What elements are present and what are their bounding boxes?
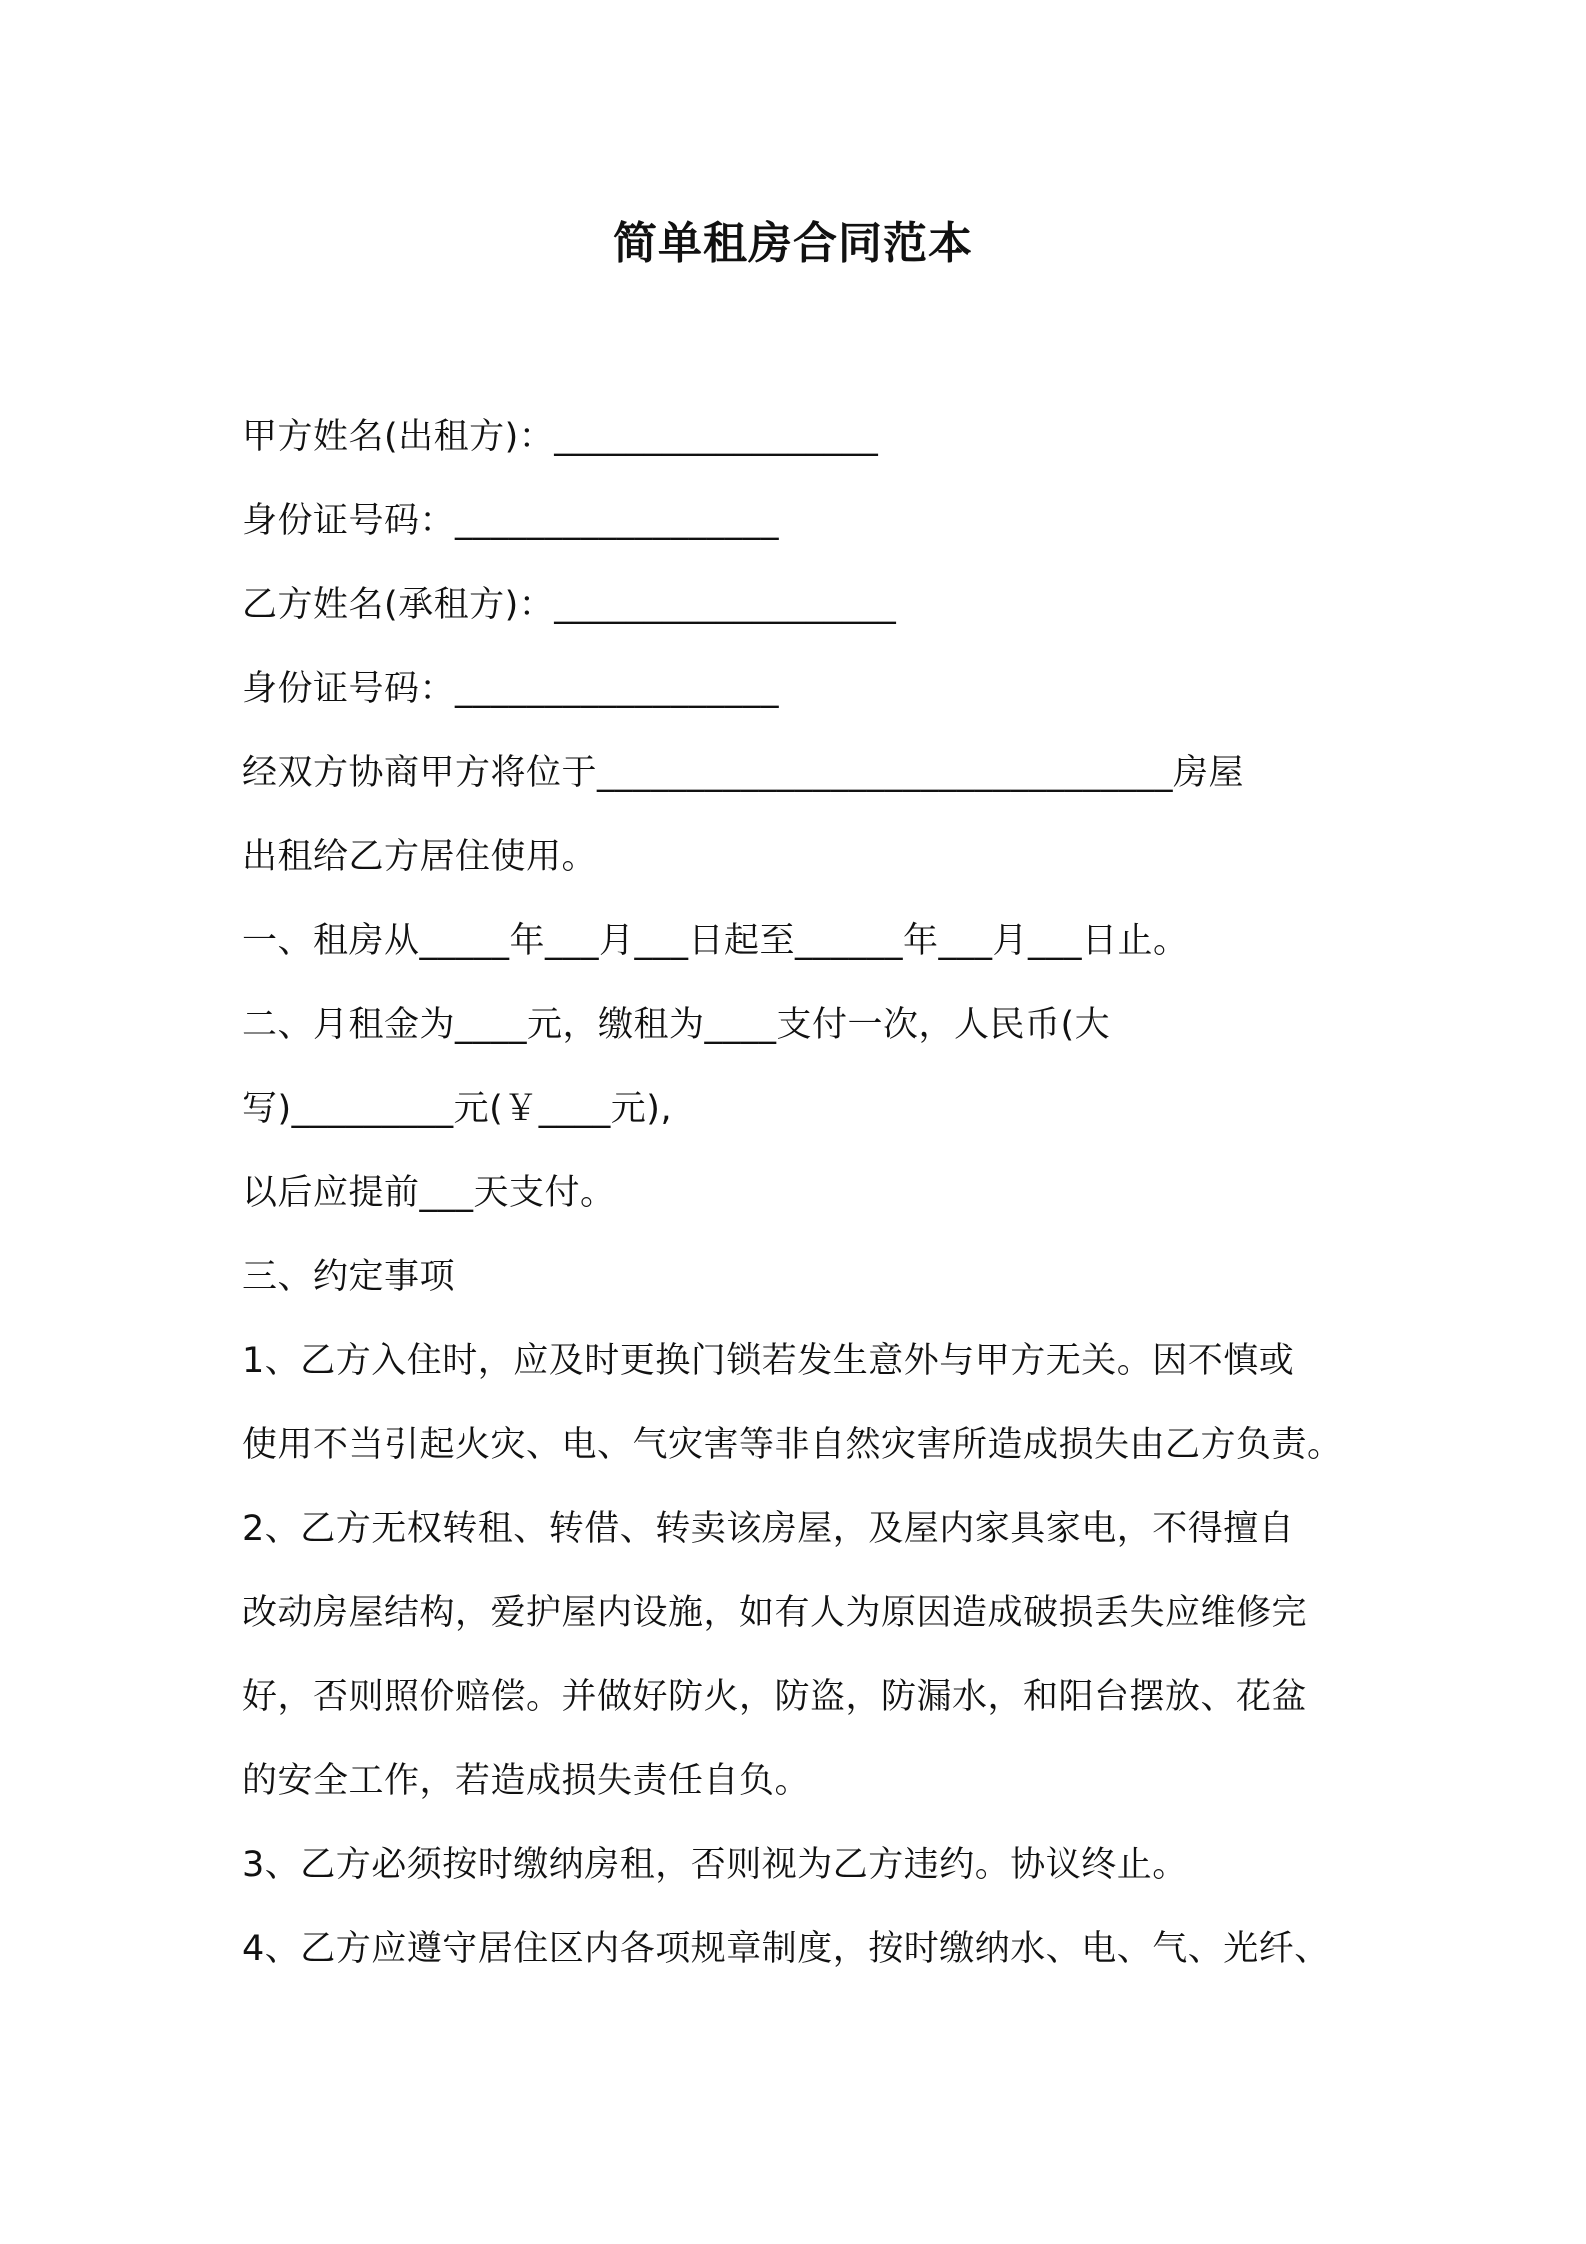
property-usage-line: 出租给乙方居住使用。	[242, 837, 598, 877]
clause-2-rent-line: 二、月租金为____元，缴租为____支付一次，人民币(大	[242, 1005, 1111, 1045]
clause-2-advance-line: 以后应提前___天支付。	[242, 1173, 616, 1213]
item-2-line-4: 的安全工作，若造成损失责任自负。	[242, 1761, 811, 1801]
lessor-id-line: 身份证号码：__________________	[242, 501, 780, 541]
property-location-line: 经双方协商甲方将位于________________________________房屋	[242, 753, 1245, 793]
lessee-id-line: 身份证号码：__________________	[242, 669, 780, 709]
clause-1-term-line: 一、租房从_____年___月___日起至______年___月___日止。	[242, 921, 1189, 961]
item-4-line-1: 4、乙方应遵守居住区内各项规章制度，按时缴纳水、电、气、光纤、	[242, 1929, 1330, 1969]
item-2-line-3: 好，否则照价赔偿。并做好防火，防盗，防漏水，和阳台摆放、花盆	[242, 1677, 1308, 1717]
lessor-name-line: 甲方姓名(出租方)：__________________	[242, 417, 879, 457]
document-title: 简单租房合同范本	[613, 218, 973, 269]
item-2-line-1: 2、乙方无权转租、转借、转卖该房屋，及屋内家具家电，不得擅自	[242, 1509, 1295, 1549]
item-3-line: 3、乙方必须按时缴纳房租，否则视为乙方违约。协议终止。	[242, 1845, 1188, 1885]
item-2-line-2: 改动房屋结构，爱护屋内设施，如有人为原因造成破损丢失应维修完	[242, 1593, 1308, 1633]
item-1-line-2: 使用不当引起火灾、电、气灾害等非自然灾害所造成损失由乙方负责。	[242, 1425, 1343, 1465]
lessee-name-line: 乙方姓名(承租方)：___________________	[242, 585, 897, 625]
clause-3-heading: 三、约定事项	[242, 1257, 456, 1297]
clause-2-amount-line: 写)_________元(￥____元),	[242, 1089, 673, 1129]
item-1-line-1: 1、乙方入住时，应及时更换门锁若发生意外与甲方无关。因不慎或	[242, 1341, 1295, 1381]
